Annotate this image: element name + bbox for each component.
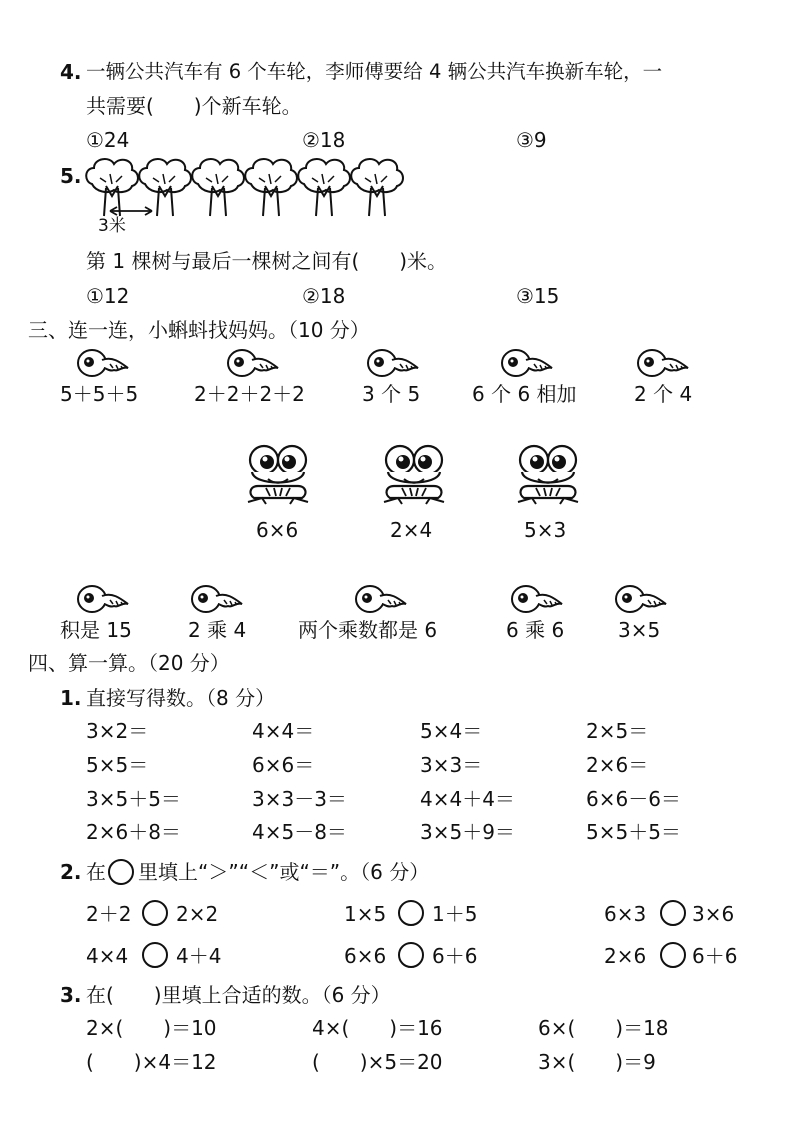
calc-item[interactable]: 4×5－8＝ <box>252 820 347 844</box>
tadpole-icon[interactable] <box>614 584 670 616</box>
compare-circle[interactable] <box>660 942 686 968</box>
tadpole-icon[interactable] <box>76 584 132 616</box>
tadpole-label: 两个乘数都是 6 <box>298 618 438 642</box>
tree-icon <box>298 159 350 216</box>
compare-right: 2×2 <box>176 902 219 926</box>
fill-item[interactable]: 6×( )＝18 <box>538 1016 669 1040</box>
tadpole-label: 积是 15 <box>60 618 132 642</box>
s4-q2-title-post: 里填上“＞”“＜”或“＝”。（6 分） <box>138 860 430 884</box>
compare-left: 6×6 <box>344 944 387 968</box>
tadpole-icon[interactable] <box>226 348 282 380</box>
tadpole-label: 6 乘 6 <box>506 618 565 642</box>
compare-circle[interactable] <box>142 900 168 926</box>
compare-left: 2×6 <box>604 944 647 968</box>
compare-circle[interactable] <box>142 942 168 968</box>
tree-icon <box>351 159 403 216</box>
tadpole-icon[interactable] <box>354 584 410 616</box>
circle-blank-icon <box>108 859 134 885</box>
tadpole-label: 6 个 6 相加 <box>472 382 577 406</box>
s4-q2-number: 2. <box>60 860 82 884</box>
compare-right: 4＋4 <box>176 944 222 968</box>
q5-number: 5. <box>60 164 82 188</box>
tadpole-icon[interactable] <box>636 348 692 380</box>
calc-item[interactable]: 3×3＝ <box>420 753 483 777</box>
calc-item[interactable]: 3×5＋5＝ <box>86 787 181 811</box>
tadpole-label: 3×5 <box>618 618 661 642</box>
distance-label: 3米 <box>98 216 126 236</box>
calc-item[interactable]: 2×5＝ <box>586 719 649 743</box>
calc-item[interactable]: 5×4＝ <box>420 719 483 743</box>
tadpole-label: 5＋5＋5 <box>60 382 139 406</box>
tadpole-label: 2＋2＋2＋2 <box>194 382 305 406</box>
section4-title: 四、算一算。（20 分） <box>28 651 230 675</box>
fill-item[interactable]: ( )×5＝20 <box>312 1050 443 1074</box>
compare-right: 3×6 <box>692 902 735 926</box>
calc-item[interactable]: 6×6－6＝ <box>586 787 681 811</box>
calc-item[interactable]: 2×6＋8＝ <box>86 820 181 844</box>
q4-line1: 一辆公共汽车有 6 个车轮，李师傅要给 4 辆公共汽车换新车轮，一 <box>86 60 663 83</box>
compare-circle[interactable] <box>398 900 424 926</box>
calc-item[interactable]: 3×2＝ <box>86 719 149 743</box>
compare-circle[interactable] <box>398 942 424 968</box>
s4-q1-title: 直接写得数。（8 分） <box>86 686 276 710</box>
tadpole-label: 2 个 4 <box>634 382 693 406</box>
s4-q1-number: 1. <box>60 686 82 710</box>
tadpole-icon[interactable] <box>190 584 246 616</box>
tadpole-label: 3 个 5 <box>362 382 421 406</box>
frog-icon[interactable] <box>516 446 580 508</box>
section3-title: 三、连一连，小蝌蚪找妈妈。（10 分） <box>28 318 370 342</box>
q5-option-2[interactable]: ②18 <box>302 284 346 308</box>
q4-line2: 共需要( )个新车轮。 <box>86 94 302 118</box>
compare-left: 6×3 <box>604 902 647 926</box>
frog-label: 2×4 <box>390 518 433 542</box>
tadpole-label: 2 乘 4 <box>188 618 247 642</box>
trees-illustration <box>82 156 412 236</box>
frog-icon[interactable] <box>246 446 310 508</box>
calc-item[interactable]: 3×3－3＝ <box>252 787 347 811</box>
compare-left: 1×5 <box>344 902 387 926</box>
fill-item[interactable]: ( )×4＝12 <box>86 1050 217 1074</box>
frog-label: 5×3 <box>524 518 567 542</box>
q4-number: 4. <box>60 60 82 84</box>
fill-item[interactable]: 4×( )＝16 <box>312 1016 443 1040</box>
tadpole-icon[interactable] <box>510 584 566 616</box>
calc-item[interactable]: 5×5＝ <box>86 753 149 777</box>
frog-label: 6×6 <box>256 518 299 542</box>
calc-item[interactable]: 6×6＝ <box>252 753 315 777</box>
s4-q3-number: 3. <box>60 983 82 1007</box>
s4-q2-title-pre: 在 <box>86 860 106 884</box>
calc-item[interactable]: 4×4＋4＝ <box>420 787 515 811</box>
compare-left: 2＋2 <box>86 902 132 926</box>
q5-text: 第 1 棵树与最后一棵树之间有( )米。 <box>86 249 448 273</box>
q5-option-3[interactable]: ③15 <box>516 284 560 308</box>
q4-option-1[interactable]: ①24 <box>86 128 130 152</box>
tadpole-icon[interactable] <box>76 348 132 380</box>
q5-option-1[interactable]: ①12 <box>86 284 130 308</box>
frog-icon[interactable] <box>382 446 446 508</box>
fill-item[interactable]: 2×( )＝10 <box>86 1016 217 1040</box>
fill-item[interactable]: 3×( )＝9 <box>538 1050 656 1074</box>
q4-option-3[interactable]: ③9 <box>516 128 547 152</box>
calc-item[interactable]: 2×6＝ <box>586 753 649 777</box>
tree-icon <box>86 159 138 216</box>
calc-item[interactable]: 4×4＝ <box>252 719 315 743</box>
compare-right: 1＋5 <box>432 902 478 926</box>
compare-left: 4×4 <box>86 944 129 968</box>
tree-icon <box>192 159 244 216</box>
tree-icon <box>245 159 297 216</box>
calc-item[interactable]: 5×5＋5＝ <box>586 820 681 844</box>
q4-option-2[interactable]: ②18 <box>302 128 346 152</box>
s4-q3-title: 在( )里填上合适的数。（6 分） <box>86 983 391 1007</box>
compare-right: 6＋6 <box>432 944 478 968</box>
tadpole-icon[interactable] <box>500 348 556 380</box>
compare-circle[interactable] <box>660 900 686 926</box>
calc-item[interactable]: 3×5＋9＝ <box>420 820 515 844</box>
compare-right: 6＋6 <box>692 944 738 968</box>
tadpole-icon[interactable] <box>366 348 422 380</box>
